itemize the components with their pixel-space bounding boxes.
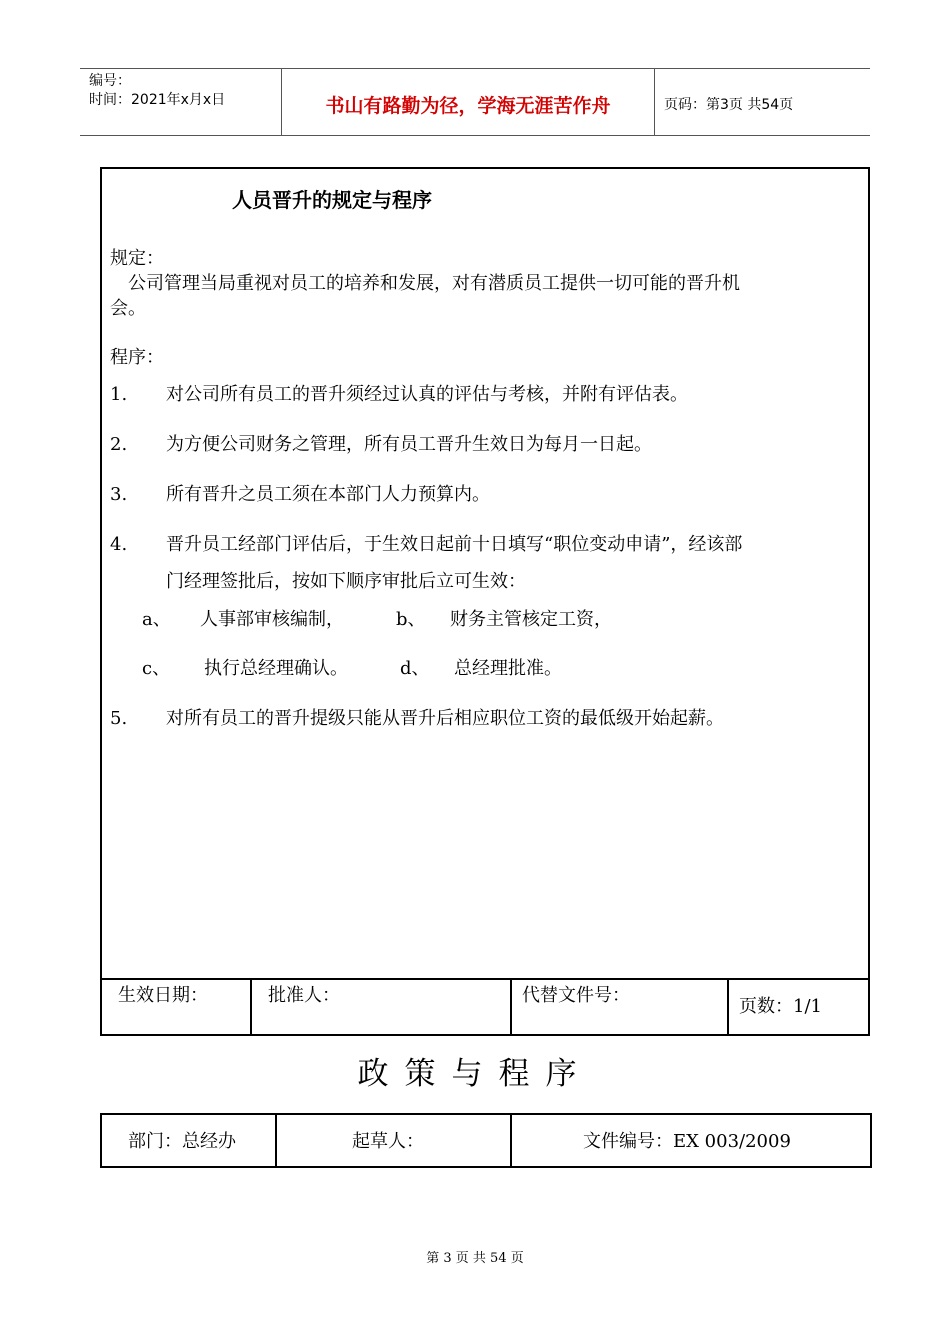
policy-heading: 政策与程序: [357, 1056, 593, 1092]
bottom-table-divider: [510, 1113, 512, 1168]
footer-divider: [250, 978, 252, 1036]
sub-item-label: b、: [396, 609, 426, 630]
item-text-continued: 门经理签批后，按如下顺序审批后立可生效：: [166, 571, 526, 592]
rule-text-line1: 公司管理当局重视对员工的培养和发展，对有潜质员工提供一切可能的晋升机: [128, 273, 740, 294]
approver-label: 批准人：: [268, 985, 340, 1006]
item-text: 为方便公司财务之管理，所有员工晋升生效日为每月一日起。: [166, 434, 652, 455]
serial-label: 编号：: [89, 73, 131, 89]
sub-item-label: a、: [142, 609, 171, 630]
sub-item-text: 人事部审核编制，: [200, 609, 344, 630]
sub-item-text: 总经理批准。: [454, 658, 562, 679]
document-title: 人员晋升的规定与程序: [232, 188, 432, 212]
replace-doc-label: 代替文件号：: [522, 985, 630, 1006]
sub-item-label: c、: [142, 658, 171, 679]
item-number: 4.: [110, 534, 128, 555]
rule-text-line2: 会。: [110, 298, 146, 319]
time-label: 时间：2021年x月x日: [89, 92, 226, 108]
rule-heading: 规定：: [110, 248, 164, 269]
sub-item-label: d、: [400, 658, 430, 679]
sub-item-text: 执行总经理确认。: [204, 658, 348, 679]
footer-divider: [727, 978, 729, 1036]
item-number: 3.: [110, 484, 128, 505]
header-bottom-rule: [80, 135, 870, 136]
page-footer: 第 3 页 共 54 页: [426, 1251, 524, 1266]
item-text: 对所有员工的晋升提级只能从晋升后相应职位工资的最低级开始起薪。: [166, 708, 724, 729]
header-motto: 书山有路勤为径，学海无涯苦作舟: [325, 95, 611, 117]
document-number-field: 文件编号：EX 003/2009: [583, 1131, 791, 1152]
page-count: 页数：1/1: [739, 996, 822, 1017]
item-number: 2.: [110, 434, 128, 455]
item-text: 所有晋升之员工须在本部门人力预算内。: [166, 484, 490, 505]
header-divider: [654, 69, 655, 136]
header-meta: [89, 72, 225, 110]
footer-divider: [510, 978, 512, 1036]
drafter-field: 起草人：: [352, 1131, 424, 1152]
item-number: 5.: [110, 708, 128, 729]
department-field: 部门：总经办: [128, 1131, 236, 1152]
sub-item-text: 财务主管核定工资，: [450, 609, 612, 630]
header-top-rule: [80, 68, 870, 69]
bottom-table-divider: [275, 1113, 277, 1168]
item-text: 对公司所有员工的晋升须经过认真的评估与考核，并附有评估表。: [166, 384, 688, 405]
item-text: 晋升员工经部门评估后，于生效日起前十日填写“职位变动申请”，经该部: [166, 534, 743, 555]
effective-date-label: 生效日期：: [118, 985, 208, 1006]
item-number: 1.: [110, 384, 128, 405]
document-frame: [100, 167, 870, 1036]
procedure-heading: 程序：: [110, 347, 164, 368]
footer-row-rule: [100, 978, 870, 980]
header-page-info: 页码：第3页 共54页: [664, 97, 794, 113]
